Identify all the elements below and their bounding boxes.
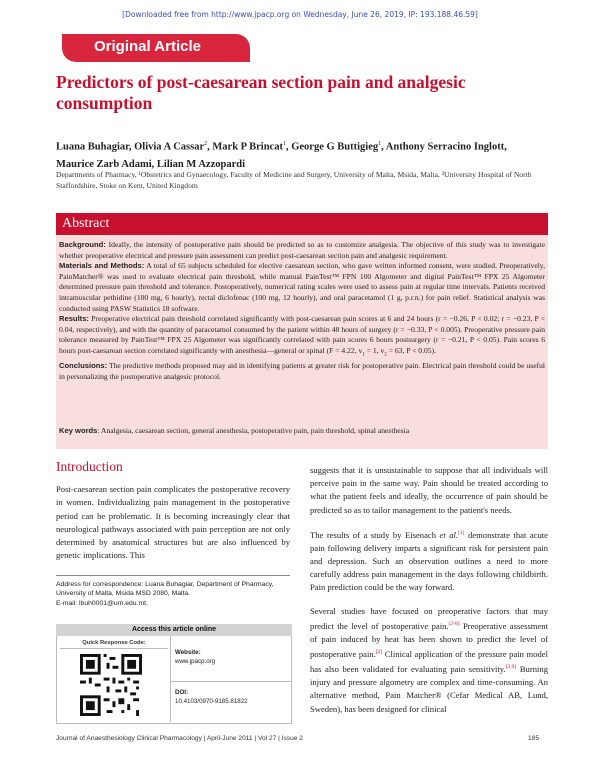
access-box-row-divider (171, 681, 291, 682)
abstract-conclusions: Conclusions: The predictive methods proposed may aid in identifying patients at greater risk for postoperative pain. Electrical pain threshold could be useful in personalizing the postoperative analgesic protocol. (59, 361, 545, 381)
citation-link[interactable]: [2] (375, 649, 383, 656)
doi-link[interactable]: 10.4103/0970-9185.81822 (175, 698, 248, 705)
access-box-divider (170, 636, 171, 722)
abstract-background: Background: Ideally, the intensity of postoperative pain should be predicted so as to customize analgesia. The objective of this study was to investigate whether preoperative electrical and pressure pain assessment can predict post-caesarean section pain and analgesic requirement. (59, 240, 545, 260)
qr-code-label: Quick Response Code: (60, 640, 168, 649)
keywords: Key words: Analgesia, caesarean section, general anesthesia, postoperative pain, pain threshold, spinal anesthesia (59, 426, 410, 435)
journal-footer: Journal of Anaesthesiology Clinical Pharmacology | April-June 2011 | Vol 27 | Issue 2 (56, 735, 303, 742)
author-line-1: Luana Buhagiar, Olivia A Cassar$^2$, Mark P Brincat$^1$, George G Buttigieg$^1$, Anthony Serracino Inglott, (56, 141, 507, 153)
author-line-2: Maurice Zarb Adami, Lilian M Azzopardi (56, 158, 245, 170)
article-type-label: Original Article (94, 38, 201, 55)
abstract-methods: Materials and Methods: A total of 65 subjects scheduled for elective caesarean section, who gave written informed consent, were studied. Preoperatively, PainMatcher® was used to evaluate electrical pain threshold, while manual PainTest™ FPN 100 Algometer and digital PainTest™ FPX 25 Algometer determined pressure pain threshold and tolerance. Postoperatively, numerical rating scales were used to assess pain at regular time intervals. Patients received intramuscular pethidine (100 mg, 6 hourly), rectal diclofenac (100 mg, 12 hourly), and oral paracetamol (1 g, p.r.n.) for pain relief. Statistical analysis was conducted using PASW Statistics 18 software. (59, 261, 545, 313)
citation-link[interactable]: [2-8] (448, 620, 460, 627)
abstract-header-bar (56, 213, 548, 235)
correspondence-email[interactable]: E-mail: lbuh0001@um.edu.mt. (56, 599, 148, 607)
citation-link[interactable]: [1] (458, 529, 465, 536)
article-title: Predictors of post-caesarean section pain and analgesic consumption (56, 72, 466, 113)
right-column (310, 464, 548, 726)
introduction-paragraph-2: suggests that it is unsustainable to suppose that all individuals will perceive pain in the same way. Pain should be treated according to what the patient feels and ideally, the occurrence of pain should be predicted so as to tailor management to the patient's needs. (310, 465, 548, 515)
abstract-results: Results: Preoperative electrical pain threshold correlated significantly with post-caesarean pain scores at 6 and 24 hours (r = −0.26, P < 0.02; r = −0.23, P < 0.04, respectively), and with the quantity of paracetamol consumed by the patient within 48 hours of surgery (r = −0.33, P < 0.005). Preoperative pressure pain tolerance measured by PainTest™ FPX 25 Algometer was significantly correlated with pain scores 6 hours postsurgery (r = −0.21, P < 0.05). Pain scores 6 hours post-caesarean section correlated significantly with anesthesia—general or spinal (F = 4.22, $v_1 = 1$, $v_2 = 63$, P < 0.05). (59, 314, 545, 358)
introduction-heading: Introduction (56, 459, 123, 474)
abstract-heading: Abstract (62, 216, 110, 231)
author-list (56, 136, 556, 173)
website-link[interactable]: www.jpacp.org (175, 658, 216, 665)
download-notice: [Downloaded free from http://www.jpacp.org on Wednesday, June 26, 2019, IP: 193.188.46.59] (122, 10, 478, 19)
website-label: Website: (175, 649, 201, 656)
doi-label: DOI: (175, 689, 189, 696)
correspondence-address: Address for correspondence: Luana Buhagiar, Department of Pharmacy, University of Malta, Msida MSD 2080, Malta. E-mail: lbuh0001@um.edu.mt. (56, 575, 290, 608)
introduction-paragraph-4: Several studies have focused on preoperative factors that may predict the level of postoperative pain.[2-8] Preoperative assessment of pain induced by heat has been shown to predict the level of postoperative pain.[2] Clinical application of the pressure pain model has also been validated for evaluating pain sensitivity.[3,9] Burning injury and pressure algometry are complex and time-consuming. An alternative method, Pain Matcher® (Cefar Medical AB, Lund, Sweden), has been designed for clinical (310, 605, 549, 714)
qr-code-icon[interactable] (80, 654, 142, 716)
access-online-title: Access this article online (56, 624, 292, 636)
introduction-paragraph-3: The results of a study by Eisenach et al.[1] demonstrate that acute pain following delivery imparts a significant risk for persistent pain and depression. Such an observation outlines a need to more carefully address pain management in the days following childbirth. Pain prediction could be the way forward. (310, 529, 548, 593)
affiliations: Departments of Pharmacy, ¹Obstetrics and Gynaecology, Faculty of Medicine and Surgery, University of Malta, Msida, Malta, ²University Hospital of North Staffordshire, Stoke on Kent, United Kingdom (56, 170, 532, 190)
page-number: 185 (528, 735, 540, 742)
abstract-body (59, 240, 545, 382)
citation-link[interactable]: [3,9] (505, 664, 517, 671)
left-column (56, 460, 290, 572)
correspondence-label: Address for correspondence: (56, 581, 144, 588)
introduction-paragraph-1: Post-caesarean section pain complicates the postoperative recovery in women. Individualizing pain management in the postoperative period can be problematic. It is becoming increasingly clear that neurological pathways associated with pain perception are not only determined by anatomical structures but are also influenced by genetic implications. This (56, 484, 290, 561)
